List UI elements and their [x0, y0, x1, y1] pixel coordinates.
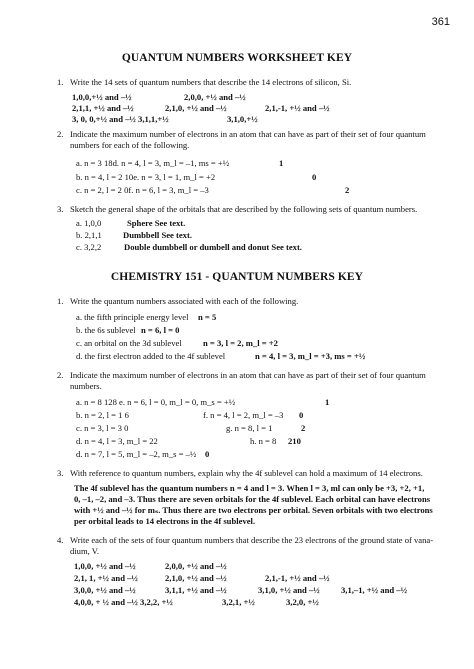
question-text: With reference to quantum numbers, explain why the 4f sublevel can hold a maximum of 14 electrons.: [70, 468, 423, 478]
answer-text: 1: [325, 397, 330, 407]
sub-question: d. the first electron added to the 4f sublevel: [76, 351, 226, 361]
answer-text: 1,0,0,+½ and –½: [72, 92, 132, 102]
question-text: Write each of the sets of four quantum numbers that describe the 23 electrons of the ground state of vana-: [70, 535, 434, 545]
answer-text: 1: [279, 158, 284, 168]
sub-question: a. 1,0,0: [76, 218, 102, 228]
sub-question: b. n = 2, l = 1 6: [76, 410, 129, 420]
sub-question: a. n = 3 18d. n = 4, l = 3, m_l = –1, ms = +½: [76, 158, 230, 168]
answer-text: 3,2,1, +½: [222, 597, 255, 607]
question-number: 2.: [57, 129, 64, 139]
answer-text: n = 6, l = 0: [141, 325, 180, 335]
answer-text: 210: [288, 436, 301, 446]
answer-text: 3,1,0,+½: [227, 114, 258, 124]
answer-text: 3,1,1, +½ and –½: [165, 585, 227, 595]
sub-question: d. n = 7, l = 5, m_l = –2, m_s = –½: [76, 449, 197, 459]
answer-text: n = 3, l = 2, m_l = +2: [203, 338, 278, 348]
sub-question: b. 2,1,1: [76, 230, 102, 240]
sub-question: b. the 6s sublevel: [76, 325, 136, 335]
answer-text: 2,1,0, +½ and –½: [165, 103, 227, 113]
sub-question: g. n = 8, l = 1: [226, 423, 273, 433]
section-title-worksheet-key: QUANTUM NUMBERS WORKSHEET KEY: [121, 52, 353, 64]
answer-text: 2: [345, 185, 350, 195]
question-text: numbers.: [70, 381, 102, 391]
sub-question: c. n = 3, l = 3 0: [76, 423, 129, 433]
sub-question: f. n = 4, l = 2, m_l = –3: [203, 410, 284, 420]
answer-text: 0: [299, 410, 304, 420]
sub-question: h. n = 8: [250, 436, 277, 446]
question-number: 3.: [57, 468, 64, 478]
answer-text: 3, 0, 0,+½ and –½ 3,1,1,+½: [72, 114, 169, 124]
answer-text: 3,0,0, +½ and –½: [74, 585, 136, 595]
answer-text: 2,0,0, +½ and –½: [184, 92, 246, 102]
answer-text: 2: [301, 423, 306, 433]
question-number: 4.: [57, 535, 64, 545]
answer-text: 2,0,0, +½ and –½: [165, 561, 227, 571]
answer-text: 3,2,0, +½: [286, 597, 319, 607]
answer-text: 4,0,0, + ½ and –½ 3,2,2, +½: [74, 597, 173, 607]
answer-text: 3,1,0, +½ and –½: [258, 585, 320, 595]
question-text: dium, V.: [70, 546, 100, 556]
question-text: Write the quantum numbers associated with each of the following.: [70, 296, 299, 306]
sub-question: a. n = 8 128 e. n = 6, l = 0, m_l = 0, m_s = +½: [76, 397, 236, 407]
question-text: Write the 14 sets of quantum numbers that describe the 14 electrons of silicon, Si.: [70, 77, 352, 87]
question-number: 2.: [57, 370, 64, 380]
answer-text: Double dumbbell or dumbell and donut See text.: [124, 242, 302, 252]
answer-text: 3,1,–1, +½ and –½: [341, 585, 408, 595]
answer-text: 2,1,1, +½ and –½: [72, 103, 134, 113]
sub-question: c. 3,2,2: [76, 242, 102, 252]
answer-text: 2,1,-1, +½ and –½: [265, 573, 330, 583]
answer-text: 2,1, 1, +½ and –½: [74, 573, 138, 583]
answer-paragraph-line: per orbital leads to 14 electrons in the 4f sublevel.: [74, 516, 256, 526]
sub-question: d. n = 4, l = 3, m_l = 22: [76, 436, 158, 446]
question-number: 1.: [57, 77, 64, 87]
question-text: Indicate the maximum number of electrons in an atom that can have as part of their set of four quantum: [70, 370, 426, 380]
page-number: 361: [431, 16, 450, 28]
answer-paragraph-line: with +½ and –½ for mₛ. Thus there are two electrons per orbital. Seven orbitals with two electrons: [74, 505, 433, 515]
section-title-quantum-numbers-key: CHEMISTRY 151 - QUANTUM NUMBERS KEY: [110, 271, 364, 283]
sub-question: c. an orbital on the 3d sublevel: [76, 338, 182, 348]
answer-text: Dumbbell See text.: [123, 230, 192, 240]
answer-paragraph-line: The 4f sublevel has the quantum numbers n = 4 and l = 3. When l = 3, ml can only be +3, +2, +1,: [74, 483, 425, 493]
answer-text: 2,1,0, +½ and –½: [165, 573, 227, 583]
answer-text: 1,0,0, +½ and –½: [74, 561, 136, 571]
sub-question: b. n = 4, l = 2 10e. n = 3, l = 1, m_l = +2: [76, 172, 216, 182]
answer-text: 0: [205, 449, 210, 459]
answer-text: n = 5: [198, 312, 217, 322]
answer-text: 2,1,-1, +½ and –½: [265, 103, 330, 113]
answer-text: n = 4, l = 3, m_l = +3, ms = +½: [255, 351, 366, 361]
answer-text: 0: [312, 172, 317, 182]
question-number: 1.: [57, 296, 64, 306]
question-text: Indicate the maximum number of electrons in an atom that can have as part of their set of four quantum: [70, 129, 426, 139]
answer-text: Sphere See text.: [127, 218, 186, 228]
sub-question: c. n = 2, l = 2 0f. n = 6, l = 3, m_l = –3: [76, 185, 209, 195]
answer-paragraph-line: 0, –1, –2, and –3. Thus there are seven orbitals for the 4f sublevel. Each orbital can have electrons: [74, 494, 431, 504]
question-text: Sketch the general shape of the orbitals that are described by the following sets of quantum numbers.: [70, 204, 418, 214]
question-text: numbers for each of the following.: [70, 140, 190, 150]
sub-question: a. the fifth principle energy level: [76, 312, 189, 322]
question-number: 3.: [57, 204, 64, 214]
